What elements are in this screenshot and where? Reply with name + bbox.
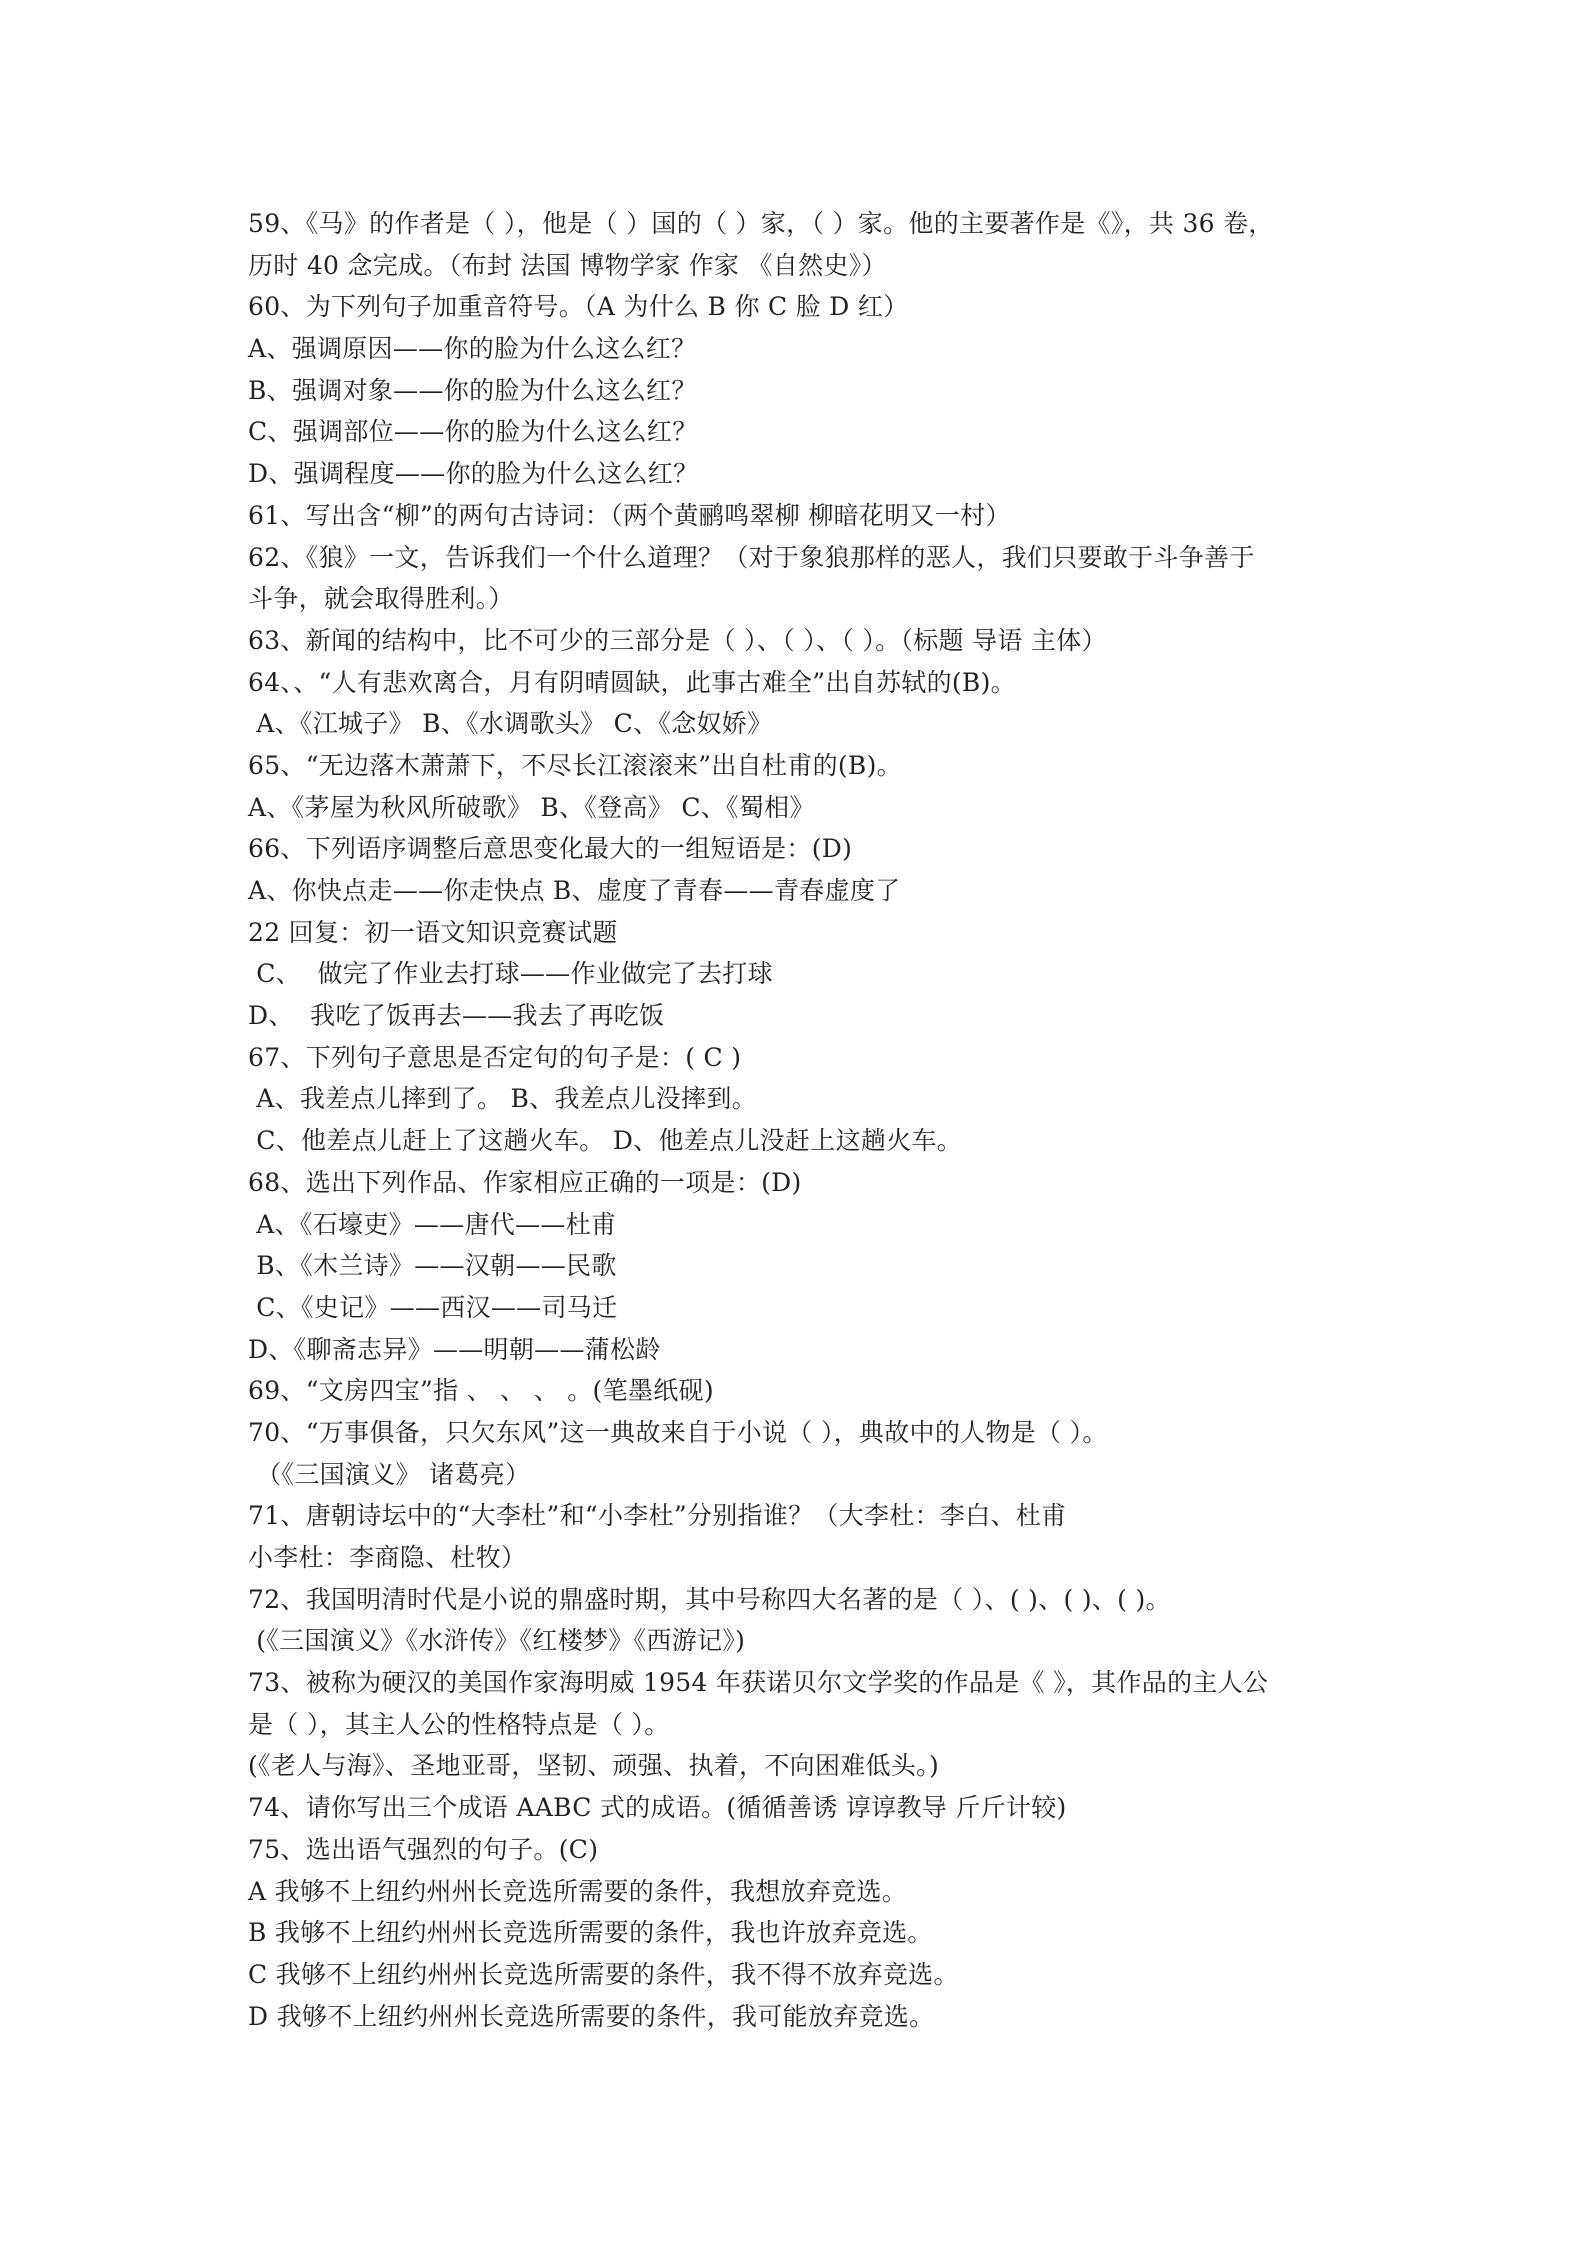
text-line: 67、下列句子意思是否定句的句子是：( C ) — [248, 1042, 742, 1072]
text-line: C、他差点儿赶上了这趟火车。 D、他差点儿没赶上这趟火车。 — [248, 1126, 963, 1156]
text-line: 73、被称为硬汉的美国作家海明威 1954 年获诺贝尔文学奖的作品是《 》，其作品的主人公 — [248, 1668, 1269, 1698]
text-line: 74、请你写出三个成语 AABC 式的成语。(循循善诱 谆谆教导 斤斤计较) — [248, 1793, 1067, 1823]
text-line: 22 回复：初一语文知识竞赛试题 — [248, 917, 618, 947]
text-line: 70、“万事俱备，只欠东风”这一典故来自于小说（ ），典故中的人物是（ ）。 — [248, 1417, 1108, 1447]
text-line: 斗争，就会取得胜利。） — [248, 584, 514, 614]
text-line: D 我够不上纽约州州长竞选所需要的条件，我可能放弃竞选。 — [248, 2001, 935, 2031]
text-line: C、《史记》——西汉——司马迁 — [248, 1292, 618, 1322]
document-body — [248, 203, 1363, 2037]
text-line: C 我够不上纽约州州长竞选所需要的条件，我不得不放弃竞选。 — [248, 1959, 959, 1989]
text-line: B、《木兰诗》——汉朝——民歌 — [248, 1251, 617, 1281]
text-line: C、强调部位——你的脸为什么这么红？ — [248, 417, 698, 447]
text-line: D、 我吃了饭再去——我去了再吃饭 — [248, 1001, 665, 1031]
text-line: （《三国演义》 诸葛亮） — [248, 1459, 531, 1489]
text-line: 64、、“人有悲欢离合，月有阴晴圆缺，此事古难全”出自苏轼的(B)。 — [248, 667, 1016, 697]
text-line: 68、选出下列作品、作家相应正确的一项是：(D) — [248, 1167, 802, 1197]
text-line: D、强调程度——你的脸为什么这么红？ — [248, 459, 699, 489]
text-line: A、《茅屋为秋风所破歌》 B、《登高》 C、《蜀相》 — [248, 792, 815, 822]
text-line: D、《聊斋志异》——明朝——蒲松龄 — [248, 1334, 661, 1364]
text-line: 71、唐朝诗坛中的“大李杜”和“小李杜”分别指谁？（大李杜：李白、杜甫 — [248, 1501, 1067, 1531]
text-line: (《三国演义》《水浒传》《红楼梦》《西游记》) — [248, 1626, 746, 1656]
text-line: C、 做完了作业去打球——作业做完了去打球 — [248, 959, 773, 989]
text-line: (《老人与海》、圣地亚哥，坚韧、顽强、执着，不向困难低头。) — [248, 1751, 940, 1781]
text-line: 是（ ），其主人公的性格特点是（ ）。 — [248, 1709, 670, 1739]
text-line: 历时 40 念完成。（布封 法国 博物学家 作家 《自然史》） — [248, 250, 887, 280]
text-line: 69、“文房四宝”指 、 、 、 。(笔墨纸砚) — [248, 1376, 714, 1406]
text-line: B 我够不上纽约州州长竞选所需要的条件，我也许放弃竞选。 — [248, 1918, 933, 1948]
text-line: 61、写出含“柳”的两句古诗词：（两个黄鹂鸣翠柳 柳暗花明又一村） — [248, 500, 1011, 530]
text-line: 75、选出语气强烈的句子。(C) — [248, 1834, 599, 1864]
text-line: A 我够不上纽约州州长竞选所需要的条件，我想放弃竞选。 — [248, 1876, 908, 1906]
text-line: A、《石壕吏》——唐代——杜甫 — [248, 1209, 617, 1239]
text-line: A、你快点走——你走快点 B、虚度了青春——青春虚度了 — [248, 876, 901, 905]
text-line: A、强调原因——你的脸为什么这么红？ — [248, 334, 697, 364]
text-line: 72、我国明清时代是小说的鼎盛时期，其中号称四大名著的是（ ）、( )、( )、( )。 — [248, 1584, 1171, 1614]
text-line: A、《江城子》 B、《水调歌头》 C、《念奴娇》 — [248, 709, 773, 739]
text-line: 65、“无边落木萧萧下，不尽长江滚滚来”出自杜甫的(B)。 — [248, 750, 902, 780]
text-line: B、强调对象——你的脸为什么这么红？ — [248, 375, 697, 405]
text-line: 63、新闻的结构中，比不可少的三部分是（ ）、（ ）、（ ）。（标题 导语 主体） — [248, 625, 1107, 655]
text-line: A、我差点儿摔到了。 B、我差点儿没摔到。 — [248, 1084, 757, 1114]
text-line: 66、下列语序调整后意思变化最大的一组短语是：(D) — [248, 834, 853, 864]
text-line: 62、《狼》一文，告诉我们一个什么道理？（对于象狼那样的恶人，我们只要敢于斗争善于 — [248, 542, 1255, 572]
text-line: 小李杜：李商隐、杜牧） — [248, 1543, 527, 1572]
text-line: 59、《马》的作者是（ ），他是（ ）国的（ ）家，（ ）家。他的主要著作是《》，共 36 卷， — [248, 209, 1274, 238]
text-line: 60、为下列句子加重音符号。（A 为什么 B 你 C 脸 D 红） — [248, 292, 909, 322]
